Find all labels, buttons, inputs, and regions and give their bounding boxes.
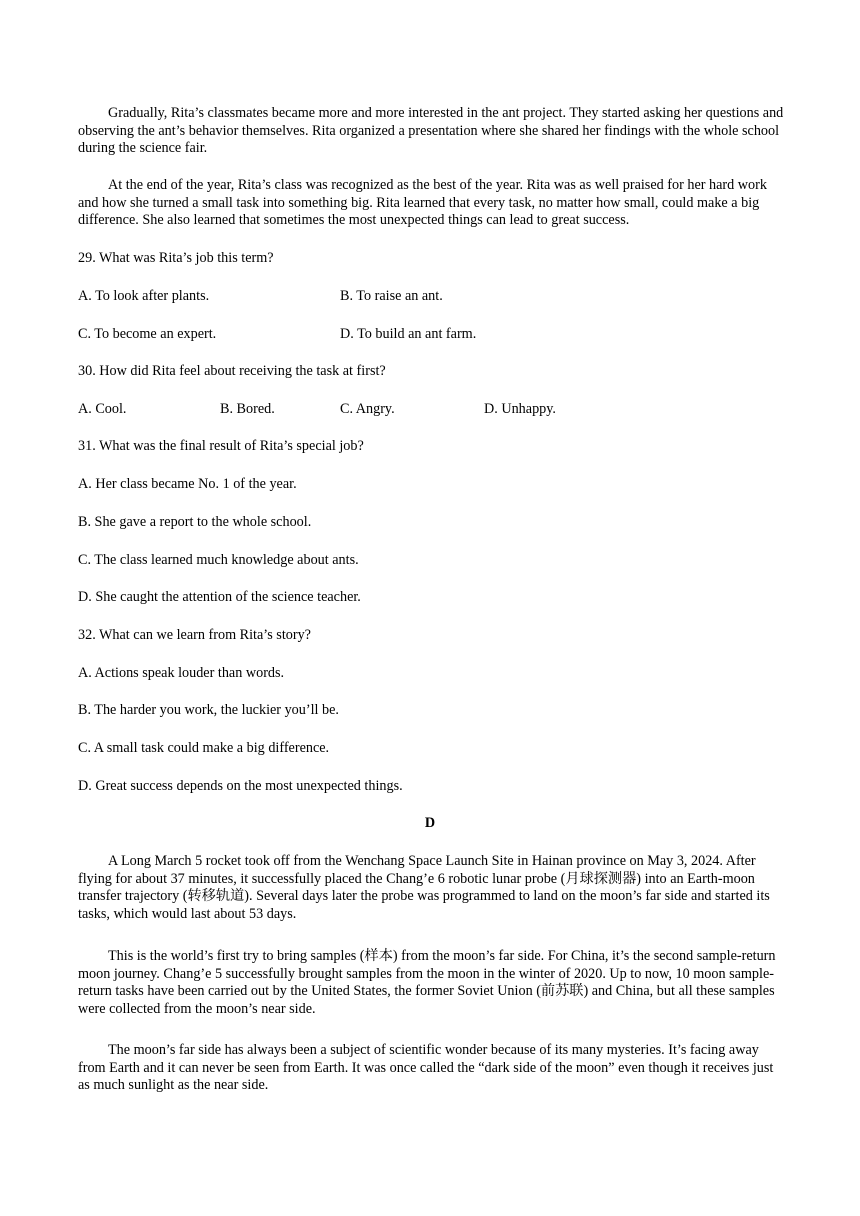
question-29-option-c: C. To become an expert. (78, 326, 217, 342)
question-30-option-c: C. Angry. (340, 401, 395, 417)
question-30-stem: 30. How did Rita feel about receiving the task at first? (78, 363, 386, 379)
question-31-stem: 31. What was the final result of Rita’s special job? (78, 438, 364, 454)
paragraph-sample-return: This is the world’s first try to bring samples (样本) from the moon’s far side. For China, it’s the second sample-return moon journey. Chang’e 5 successfully brought samples from the moon in the winter of 2020. Up to now, 10 moon sample-return tasks have been carried out by the United States, the former Soviet Union (前苏联) and China, but all these samples were collected from the moon’s near side. (78, 948, 776, 1017)
question-29-option-b: B. To raise an ant. (340, 288, 443, 304)
question-31-option-a: A. Her class became No. 1 of the year. (78, 476, 297, 492)
question-29-option-a: A. To look after plants. (78, 288, 210, 304)
paragraph-long-march-rocket: A Long March 5 rocket took off from the Wenchang Space Launch Site in Hainan province on May 3, 2024. After flying for about 37 minutes, it successfully placed the Chang’e 6 robotic lunar probe (月球探测器) into an Earth-moon transfer trajectory (转移轨道). Several days later the probe was programmed to land on the moon’s far side and started its tasks, which would last about 53 days. (78, 853, 770, 922)
section-d-heading: D (424, 815, 436, 831)
paragraph-ant-project: Gradually, Rita’s classmates became more and more interested in the ant project. They started asking her questions and observing the ant’s behavior themselves. Rita organized a presentation where she shared her findings with the whole school during the science fair. (78, 105, 784, 157)
question-30-option-a: A. Cool. (78, 401, 127, 417)
question-31-option-c: C. The class learned much knowledge about ants. (78, 552, 359, 568)
question-29-option-d: D. To build an ant farm. (340, 326, 477, 342)
question-30-option-d: D. Unhappy. (484, 401, 556, 417)
question-32-option-c: C. A small task could make a big difference. (78, 740, 330, 756)
question-32-stem: 32. What can we learn from Rita’s story? (78, 627, 311, 643)
question-31-option-b: B. She gave a report to the whole school. (78, 514, 312, 530)
paragraph-far-side: The moon’s far side has always been a subject of scientific wonder because of its many mysteries. It’s facing away from Earth and it can never be seen from Earth. It was once called the “dark side of the moon” even though it receives just as much sunlight as the near side. (78, 1042, 774, 1094)
question-32-option-a: A. Actions speak louder than words. (78, 665, 285, 681)
question-32-option-b: B. The harder you work, the luckier you’ll be. (78, 702, 339, 718)
paragraph-end-of-year: At the end of the year, Rita’s class was recognized as the best of the year. Rita was as well praised for her hard work and how she turned a small task into something big. Rita learned that every task, no matter how small, could make a big difference. She also learned that sometimes the most unexpected things can lead to great success. (78, 177, 767, 229)
question-32-option-d: D. Great success depends on the most unexpected things. (78, 778, 403, 794)
question-30-option-b: B. Bored. (220, 401, 275, 417)
question-31-option-d: D. She caught the attention of the science teacher. (78, 589, 361, 605)
question-29-stem: 29. What was Rita’s job this term? (78, 250, 274, 266)
